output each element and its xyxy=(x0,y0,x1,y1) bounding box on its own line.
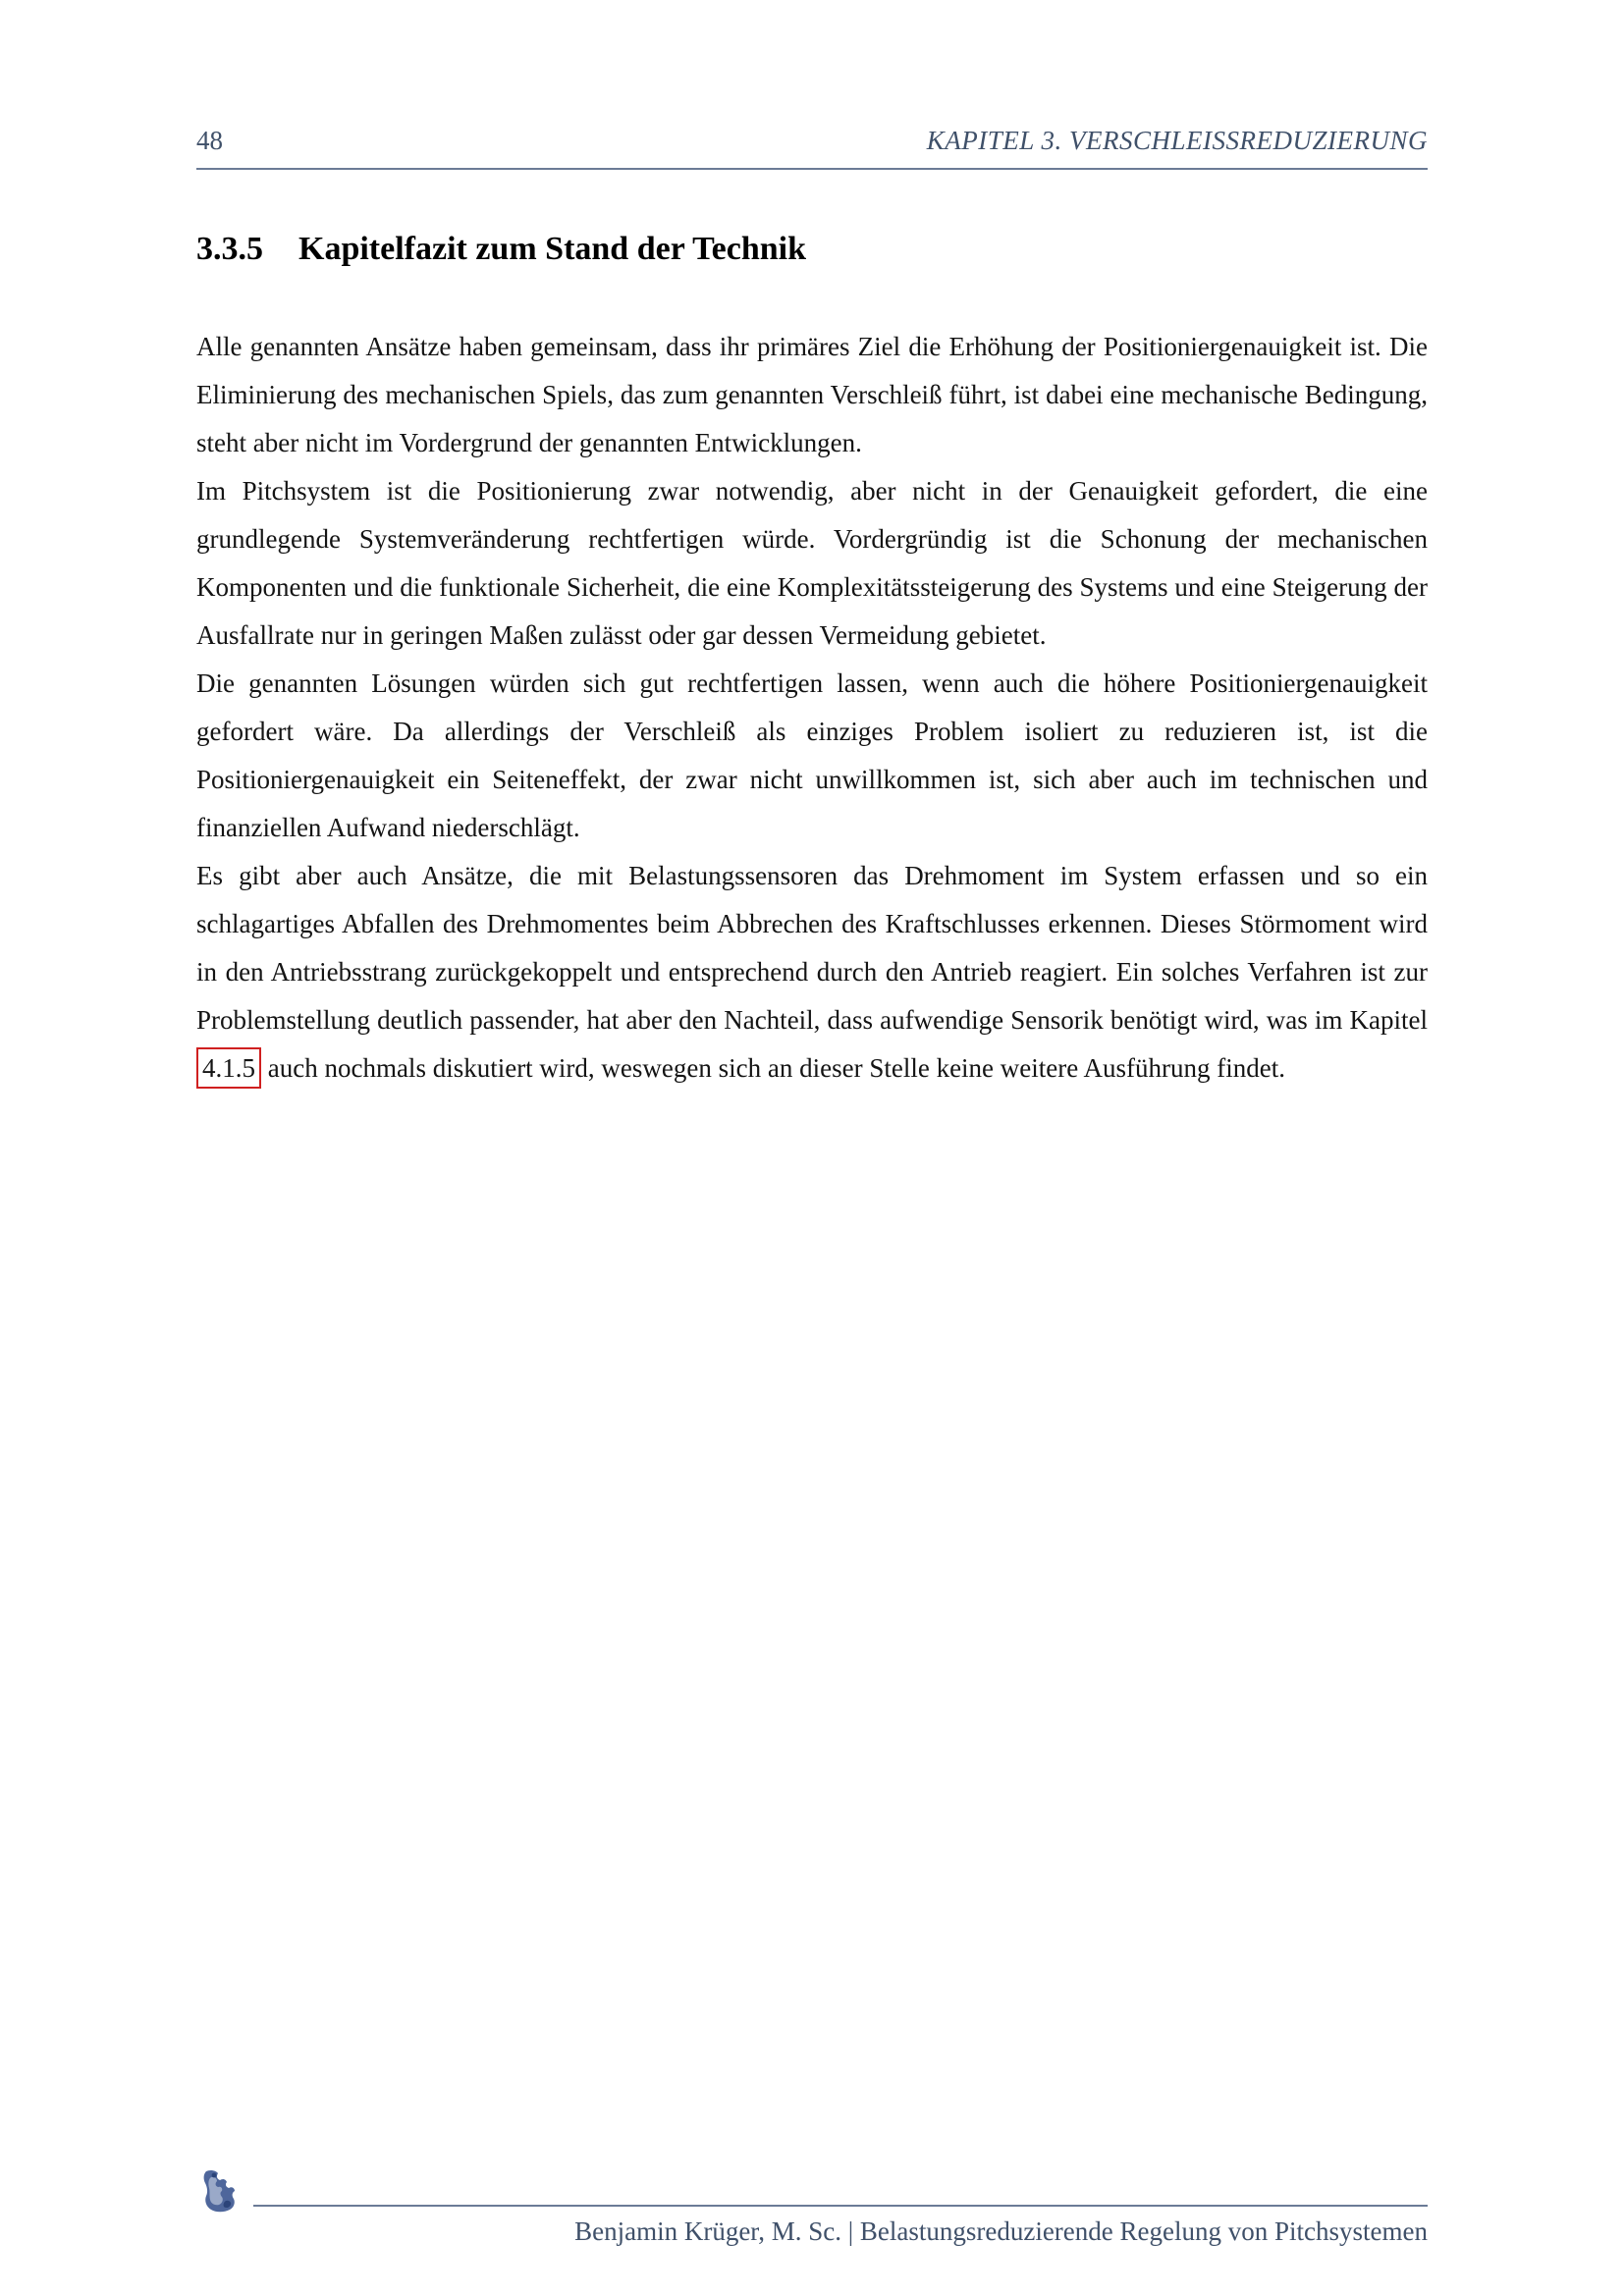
section-reference-link[interactable]: 4.1.5 xyxy=(196,1047,261,1089)
paragraph: Alle genannten Ansätze haben gemeinsam, dass ihr primäres Ziel die Erhöhung der Positioniergenauigkeit ist. Die Eliminierung des mechanischen Spiels, das zum genannten Verschleiß führt, ist dabei eine mechanische Bedingung, steht aber nicht im Vordergrund der genannten Entwicklungen. xyxy=(196,332,1428,457)
section-number: 3.3.5 xyxy=(196,231,263,267)
footer-rule xyxy=(253,2171,1428,2207)
section-title: Kapitelfazit zum Stand der Technik xyxy=(298,231,806,267)
section-heading xyxy=(196,231,1428,268)
page-header xyxy=(196,126,1428,170)
paragraph-text-after-reference: auch nochmals diskutiert wird, weswegen sich an dieser Stelle keine weitere Ausführung findet. xyxy=(267,1053,1285,1083)
footer-credit: Benjamin Krüger, M. Sc. | Belastungsreduzierende Regelung von Pitchsystemen xyxy=(574,2216,1428,2246)
paragraph xyxy=(196,852,1428,1093)
university-crest-logo xyxy=(196,2167,244,2215)
page-footer xyxy=(196,2167,1428,2247)
running-chapter-title: KAPITEL 3. VERSCHLEISSREDUZIERUNG xyxy=(926,126,1428,155)
body-text xyxy=(196,323,1428,1093)
paragraph: Die genannten Lösungen würden sich gut rechtfertigen lassen, wenn auch die höhere Positioniergenauigkeit gefordert wäre. Da allerdings der Verschleiß als einziges Problem isoliert zu reduzieren ist, ist die Positioniergenauigkeit ein Seiteneffekt, der zwar nicht unwillkommen ist, sich aber auch im technischen und finanziellen Aufwand niederschlägt. xyxy=(196,668,1428,842)
paragraph-text-before-reference: Es gibt aber auch Ansätze, die mit Belastungssensoren das Drehmoment im System erfassen und so ein schlagartiges Abfallen des Drehmomentes beim Abbrechen des Kraftschlusses erkennen. Dieses Störmoment wird in den Antriebsstrang zurückgekoppelt und entsprechend durch den Antrieb reagiert. Ein solches Verfahren ist zur Problemstellung deutlich passender, hat aber den Nachteil, dass aufwendige Sensorik benötigt wird, was im Kapitel xyxy=(196,861,1428,1035)
page-number: 48 xyxy=(196,126,223,155)
paragraph: Im Pitchsystem ist die Positionierung zwar notwendig, aber nicht in der Genauigkeit gefordert, die eine grundlegende Systemveränderung rechtfertigen würde. Vordergründig ist die Schonung der mechanischen Komponenten und die funktionale Sicherheit, die eine Komplexitätssteigerung des Systems und eine Steigerung der Ausfallrate nur in geringen Maßen zulässt oder gar dessen Vermeidung gebietet. xyxy=(196,476,1428,650)
